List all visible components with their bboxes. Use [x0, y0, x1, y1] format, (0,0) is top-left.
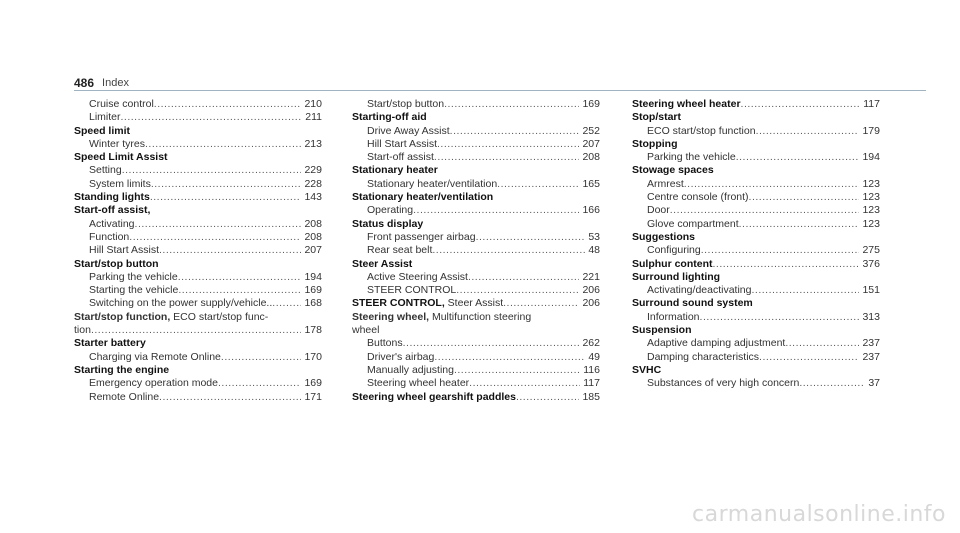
page-ref: 207 [304, 244, 322, 257]
leader-dots [759, 351, 859, 364]
leader-dots [450, 125, 580, 138]
index-row [632, 125, 880, 138]
index-column-3 [632, 98, 880, 391]
index-row [74, 138, 322, 151]
page-ref: 49 [588, 350, 600, 363]
index-label-text: Winter tyres [89, 137, 146, 150]
index-label-text: Cruise control [89, 98, 154, 110]
leader-dots [129, 231, 301, 244]
index-label-text: Adaptive damping adjustment [647, 337, 786, 350]
page-ref: 229 [304, 164, 322, 177]
page-ref: 376 [862, 257, 880, 270]
leader-dots [713, 258, 860, 271]
index-row [352, 231, 600, 244]
leader-dots [799, 377, 865, 390]
index-row [74, 297, 322, 310]
index-row [352, 297, 600, 310]
index-label [89, 164, 122, 177]
index-heading: Surround lighting [632, 270, 721, 283]
leader-dots [670, 204, 860, 217]
index-label [647, 204, 670, 217]
index-label [89, 98, 154, 111]
index-label-text: Centre console (front) [647, 191, 749, 204]
page-ref: 228 [304, 177, 322, 190]
leader-dots [151, 178, 302, 191]
index-label [367, 377, 469, 390]
index-label-text: Steering wheel heater [367, 377, 470, 390]
index-label-text: Substances of very high concern [647, 377, 800, 390]
page-ref: 179 [862, 124, 880, 137]
index-label [367, 271, 468, 284]
page-ref: 221 [582, 270, 600, 283]
index-row [352, 377, 600, 390]
index-label-text: Activating/deactivating [647, 284, 752, 297]
index-row [632, 191, 880, 204]
index-label-text: STEER CONTROL [367, 284, 457, 297]
leader-dots [785, 337, 859, 350]
page-ref: 117 [583, 377, 600, 390]
index-label [89, 297, 272, 310]
index-row [632, 178, 880, 191]
index-label-text: Steer Assist [444, 297, 504, 310]
index-label [367, 178, 497, 191]
leader-dots [432, 244, 585, 257]
index-label-text: tion [74, 324, 91, 337]
index-heading: Suspension [632, 324, 692, 337]
index-label [367, 284, 456, 297]
index-entry [632, 231, 880, 258]
index-label [647, 218, 739, 231]
leader-dots [145, 138, 301, 151]
index-heading: Starting the engine [74, 363, 170, 376]
index-heading-line [352, 311, 600, 324]
index-label [89, 231, 129, 244]
page-ref: 194 [862, 151, 880, 164]
index-row [352, 138, 600, 151]
leader-dots [437, 138, 579, 151]
page-ref: 169 [582, 98, 600, 110]
leader-dots [497, 178, 579, 191]
index-entry [352, 258, 600, 298]
index-heading-line [74, 311, 322, 324]
index-label [632, 258, 713, 271]
index-label [367, 151, 434, 164]
index-heading: Stationary heater/ventilation [352, 191, 494, 204]
index-label [647, 311, 700, 324]
index-label-text: Armrest [647, 177, 684, 190]
leader-dots [749, 191, 860, 204]
page-ref: 262 [582, 337, 600, 350]
index-label-text: Activating [89, 217, 135, 230]
page-ref: 237 [862, 350, 880, 363]
index-label-text: Charging via Remote Online [89, 350, 221, 363]
index-label [89, 351, 221, 364]
index-label-text: Switching on the power supply/vehicle.. [89, 297, 273, 310]
index-label-text: Parking the vehicle [647, 151, 736, 164]
index-entry [352, 98, 600, 111]
index-heading: Stopping [632, 137, 678, 150]
index-label [74, 191, 150, 204]
index-row [74, 178, 322, 191]
leader-dots [150, 191, 302, 204]
leader-dots [178, 284, 301, 297]
index-entry [352, 164, 600, 191]
index-entry [632, 324, 880, 364]
leader-dots [456, 284, 579, 297]
leader-dots [159, 391, 301, 404]
index-entry [352, 391, 600, 404]
index-heading: Start/stop function, [74, 310, 171, 323]
index-label [89, 244, 159, 257]
index-row [632, 204, 880, 217]
index-row [632, 218, 880, 231]
leader-dots [159, 244, 301, 257]
watermark: carmanualsonline.info [692, 502, 946, 527]
index-label [647, 284, 751, 297]
index-label [647, 125, 756, 138]
index-row [74, 218, 322, 231]
leader-dots [178, 271, 302, 284]
index-label [367, 351, 434, 364]
index-row [74, 351, 322, 364]
index-heading: Steering wheel heater [632, 98, 741, 110]
index-entry [632, 98, 880, 111]
leader-dots [454, 364, 580, 377]
index-label [367, 204, 413, 217]
page-ref: 213 [304, 137, 322, 150]
leader-dots [218, 377, 301, 390]
index-label [647, 178, 684, 191]
index-label-text: Manually adjusting [367, 363, 454, 376]
index-row [632, 244, 880, 257]
index-label [74, 324, 91, 337]
page-ref: 185 [582, 390, 600, 403]
page-ref: 170 [304, 350, 322, 363]
index-label [89, 391, 159, 404]
leader-dots [91, 324, 302, 337]
index-row [352, 98, 600, 111]
index-row [74, 324, 322, 337]
index-entry [632, 138, 880, 165]
index-label-text: Driver's airbag [367, 350, 435, 363]
index-heading: Status display [352, 217, 424, 230]
index-row [74, 244, 322, 257]
leader-dots [756, 125, 860, 138]
index-label [367, 138, 437, 151]
index-label-text: Rear seat belt [367, 244, 433, 257]
index-label-text: Start/stop button [367, 98, 445, 110]
index-row [74, 271, 322, 284]
page-ref: 169 [304, 284, 322, 297]
index-heading: Stationary heater [352, 164, 438, 177]
index-entry [352, 191, 600, 218]
index-label-text: System limits [89, 177, 151, 190]
index-row [632, 98, 880, 111]
index-row [74, 98, 322, 111]
index-row [352, 151, 600, 164]
index-label-text: Function [89, 230, 130, 243]
index-heading: Speed Limit Assist [74, 151, 168, 164]
index-row [74, 377, 322, 390]
index-row [352, 125, 600, 138]
page-ref: 37 [868, 377, 880, 390]
page-ref: 211 [305, 111, 322, 124]
page-ref: 275 [862, 244, 880, 257]
page-ref: 178 [304, 324, 322, 337]
index-entry [632, 111, 880, 138]
index-label-text: ECO start/stop function [647, 124, 756, 137]
leader-dots [154, 98, 302, 111]
index-row [74, 391, 322, 404]
index-label [89, 284, 178, 297]
index-row [74, 111, 322, 124]
index-label-text: Emergency operation mode [89, 377, 218, 390]
index-label-text: Setting [89, 164, 122, 177]
index-row [352, 244, 600, 257]
leader-dots [469, 377, 580, 390]
index-row [352, 204, 600, 217]
index-row [352, 351, 600, 364]
index-entry [74, 125, 322, 152]
page-ref: 207 [582, 137, 600, 150]
index-label [367, 231, 476, 244]
index-label [647, 351, 759, 364]
index-heading: Starter battery [74, 337, 146, 350]
page-number: 486 [74, 76, 95, 90]
index-row [352, 364, 600, 377]
index-label [89, 377, 218, 390]
index-label [89, 138, 145, 151]
page-ref: 123 [862, 177, 880, 190]
leader-dots [434, 151, 580, 164]
leader-dots [434, 351, 585, 364]
index-label-text: Hill Start Assist [89, 244, 160, 257]
index-heading: Standing lights [74, 191, 150, 204]
index-entry [74, 204, 322, 257]
index-row [74, 231, 322, 244]
index-row [632, 351, 880, 364]
index-row [632, 377, 880, 390]
index-label-text: Start-off assist [367, 151, 434, 164]
leader-dots [468, 271, 580, 284]
index-label [367, 337, 403, 350]
index-label-text: ECO start/stop func- [170, 310, 269, 323]
page-ref: 313 [862, 310, 880, 323]
index-heading: Surround sound system [632, 297, 753, 310]
index-entry [74, 98, 322, 125]
page-ref: 166 [582, 204, 600, 217]
leader-dots [122, 164, 302, 177]
leader-dots [741, 98, 861, 111]
index-heading: Start-off assist, [74, 204, 151, 217]
index-entry [632, 164, 880, 230]
leader-dots [413, 204, 579, 217]
leader-dots [739, 218, 860, 231]
index-row [632, 284, 880, 297]
index-entry [352, 111, 600, 164]
leader-dots [403, 337, 580, 350]
index-label-text: Parking the vehicle [89, 270, 178, 283]
leader-dots [516, 391, 580, 404]
index-row [632, 151, 880, 164]
index-label [632, 98, 741, 111]
index-entry [632, 364, 880, 391]
page-title: Index [102, 77, 129, 89]
leader-dots [121, 111, 303, 124]
index-entry [352, 311, 600, 391]
index-label [352, 391, 516, 404]
leader-dots [221, 351, 302, 364]
index-row [632, 258, 880, 271]
index-heading: Stowage spaces [632, 164, 714, 177]
index-entry [352, 218, 600, 258]
index-label-text: Damping characteristics [647, 350, 760, 363]
page-ref: 165 [582, 177, 600, 190]
index-label [647, 244, 701, 257]
page-ref: 206 [582, 297, 600, 310]
index-label [367, 364, 454, 377]
index-heading: Speed limit [74, 124, 131, 137]
index-heading: Stop/start [632, 111, 682, 124]
index-entry [632, 297, 880, 324]
index-row [74, 191, 322, 204]
leader-dots [736, 151, 860, 164]
index-label [89, 178, 151, 191]
index-label [647, 151, 736, 164]
leader-dots [135, 218, 302, 231]
page-ref: 143 [304, 191, 322, 204]
index-entry [74, 337, 322, 364]
leader-dots [272, 297, 301, 310]
leader-dots [684, 178, 860, 191]
index-label-text: Stationary heater/ventilation [367, 177, 498, 190]
index-row [352, 284, 600, 297]
index-column-2 [352, 98, 600, 404]
page-ref: 194 [304, 270, 322, 283]
index-heading: Starting-off aid [352, 111, 427, 124]
page-ref: 123 [862, 191, 880, 204]
page-ref: 117 [863, 98, 880, 110]
index-label [367, 125, 450, 138]
index-heading: SVHC [632, 363, 662, 376]
page-ref: 151 [862, 284, 880, 297]
page-ref: 48 [588, 244, 600, 257]
index-entry [74, 258, 322, 311]
index-entry [74, 151, 322, 191]
index-entry [632, 271, 880, 298]
index-label-text: Multifunction steering [429, 310, 532, 323]
page-ref: 53 [588, 230, 600, 243]
index-label [352, 297, 503, 310]
index-label-text: Front passenger airbag [367, 230, 476, 243]
index-label [367, 98, 444, 111]
index-entry [632, 258, 880, 271]
index-row [352, 178, 600, 191]
index-label-text: Hill Start Assist [367, 137, 438, 150]
index-label-text: Starting the vehicle [89, 284, 179, 297]
index-label-text: Operating [367, 204, 414, 217]
index-label [89, 111, 121, 124]
index-label-text: Glove compartment [647, 217, 739, 230]
index-entry [352, 297, 600, 310]
index-heading: Steering wheel gearshift paddles [352, 390, 516, 403]
page-ref: 116 [583, 363, 600, 376]
index-row [74, 284, 322, 297]
index-label-text: Information [647, 310, 700, 323]
page-ref: 171 [304, 390, 322, 403]
page-ref: 168 [304, 297, 322, 310]
leader-dots [476, 231, 586, 244]
index-entry [74, 191, 322, 204]
index-label [647, 377, 799, 390]
index-label-text: Door [647, 204, 670, 217]
page-ref: 208 [304, 217, 322, 230]
page-ref: 210 [304, 98, 322, 110]
index-heading-cont: wheel [352, 324, 380, 337]
index-row [632, 337, 880, 350]
index-row [352, 337, 600, 350]
index-row [632, 311, 880, 324]
index-row [352, 391, 600, 404]
page-header [74, 74, 926, 91]
leader-dots [444, 98, 579, 111]
page-ref: 123 [862, 204, 880, 217]
page-ref: 208 [582, 151, 600, 164]
index-row [74, 164, 322, 177]
leader-dots [503, 297, 579, 310]
index-row [352, 271, 600, 284]
page-ref: 123 [862, 217, 880, 230]
page-ref: 237 [862, 337, 880, 350]
index-heading: Steering wheel, [352, 310, 430, 323]
index-label-text: Active Steering Assist [367, 270, 468, 283]
page-ref: 252 [582, 124, 600, 137]
index-label-text: Limiter [89, 111, 121, 124]
index-label [647, 191, 749, 204]
index-heading: STEER CONTROL, [352, 297, 445, 310]
index-label-text: Configuring [647, 244, 701, 257]
index-label [89, 218, 135, 231]
index-label-text: Remote Online [89, 390, 160, 403]
index-entry [74, 364, 322, 404]
index-heading: Suggestions [632, 230, 696, 243]
leader-dots [701, 244, 860, 257]
index-label [367, 244, 432, 257]
index-heading: Start/stop button [74, 257, 159, 270]
index-heading: Sulphur content [632, 257, 713, 270]
index-label-text: Drive Away Assist [367, 124, 450, 137]
leader-dots [700, 311, 860, 324]
index-entry [74, 311, 322, 338]
index-heading: Steer Assist [352, 257, 413, 270]
index-column-1 [74, 98, 322, 404]
page-ref: 206 [582, 284, 600, 297]
index-label [89, 271, 178, 284]
index-label-text: Buttons [367, 337, 403, 350]
page-ref: 169 [304, 377, 322, 390]
page-ref: 208 [304, 230, 322, 243]
index-label [647, 337, 785, 350]
leader-dots [751, 284, 859, 297]
